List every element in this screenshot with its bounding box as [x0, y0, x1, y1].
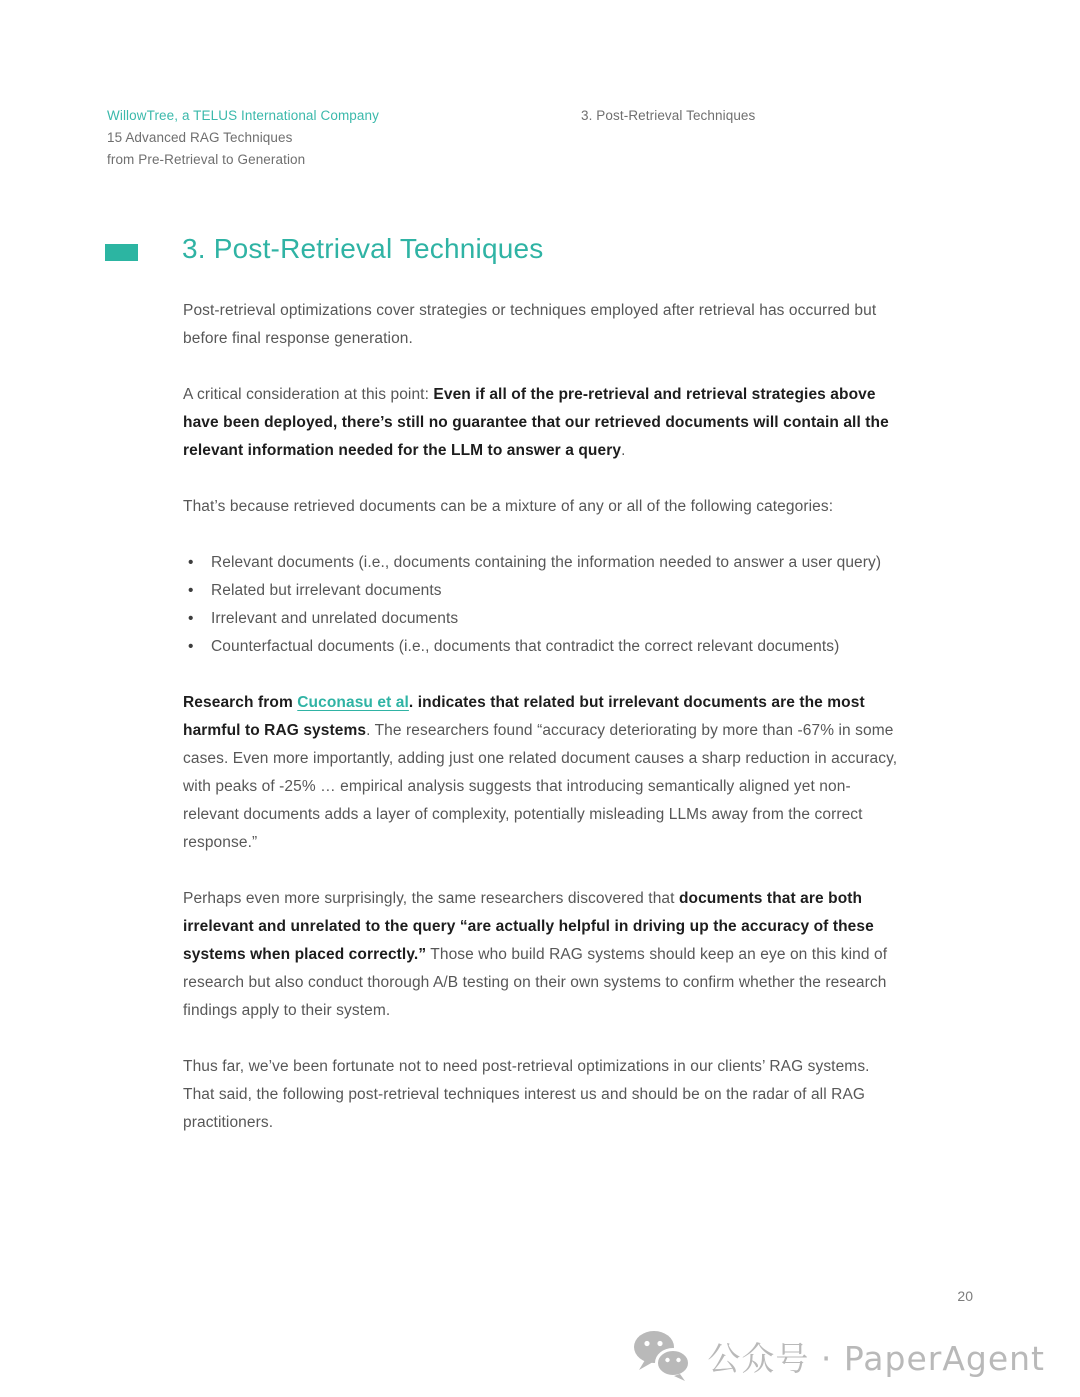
paragraph	[183, 297, 900, 353]
header-left	[107, 105, 379, 171]
text-run: Research from	[183, 694, 298, 711]
paragraph	[183, 1053, 900, 1137]
paragraph	[183, 689, 900, 857]
text-run: .	[621, 442, 626, 459]
bullet-marker: •	[188, 610, 194, 627]
doc-title-line-1: 15 Advanced RAG Techniques	[107, 130, 293, 145]
bullet-marker: •	[188, 638, 194, 655]
paragraph	[183, 381, 900, 465]
text-run: documents that are both irrelevant and unrelated to the query “are actually helpful in driving up the accuracy of these systems when placed correctly.”	[183, 890, 874, 963]
text-run: Counterfactual documents (i.e., documents that contradict the correct relevant documents)	[211, 638, 840, 655]
text-run: That’s because retrieved documents can be a mixture of any or all of the following categories:	[183, 498, 834, 515]
doc-title-line-2: from Pre-Retrieval to Generation	[107, 152, 306, 167]
text-run: Post-retrieval optimizations cover strategies or techniques employed after retrieval has occurred but before final response generation.	[183, 302, 877, 347]
bullet-marker: •	[188, 582, 194, 599]
text-run: Thus far, we’ve been fortunate not to need post-retrieval optimizations in our clients’ RAG systems. That said, the following post-retrieval techniques interest us and should be on the radar of all RAG practitioners.	[183, 1058, 870, 1131]
bullet-text	[211, 549, 900, 577]
bullet-text	[211, 633, 900, 661]
page-number: 20	[957, 1288, 973, 1304]
citation-link[interactable]: Cuconasu et al	[297, 694, 409, 711]
text-run: . The researchers found “accuracy deteriorating by more than -67% in some cases. Even more importantly, adding just one related document causes a sharp reduction in accuracy, with peaks of -25% … empirical analysis suggests that introducing semantically aligned yet non-relevant documents adds a layer of complexity, potentially misleading LLMs away from the correct response.”	[183, 722, 898, 851]
bullet-item	[183, 605, 900, 633]
bullet-text	[211, 605, 900, 633]
watermark-label: 公众号 · PaperAgent	[707, 1338, 1045, 1378]
brand-name: WillowTree, a TELUS International Company	[107, 108, 379, 123]
text-run: . indicates that related but irrelevant documents are the most harmful to RAG systems	[183, 694, 865, 739]
header-section-label: 3. Post-Retrieval Techniques	[581, 108, 756, 123]
paragraph	[183, 493, 900, 521]
paragraph	[183, 885, 900, 1025]
text-run: Related but irrelevant documents	[211, 582, 442, 599]
bullet-item	[183, 577, 900, 605]
bullet-list	[183, 549, 900, 661]
bullet-item	[183, 633, 900, 661]
text-run: Perhaps even more surprisingly, the same researchers discovered that	[183, 890, 679, 907]
section-marker-bar	[105, 244, 138, 261]
section-title: 3. Post-Retrieval Techniques	[182, 233, 544, 264]
text-run: Even if all of the pre-retrieval and retrieval strategies above have been deployed, there’s still no guarantee that our retrieved documents will contain all the relevant information needed for the LLM to answer a query	[183, 386, 889, 459]
text-run: Those who build RAG systems should keep an eye on this kind of research but also conduct thorough A/B testing on their own systems to confirm whether the research findings apply to their system.	[183, 946, 888, 1019]
watermark	[633, 1330, 1045, 1382]
text-run: Irrelevant and unrelated documents	[211, 610, 459, 627]
text-run: A critical consideration at this point:	[183, 386, 434, 403]
text-run: Relevant documents (i.e., documents containing the information needed to answer a user query)	[211, 554, 882, 571]
bullet-item	[183, 549, 900, 577]
wechat-icon	[633, 1330, 691, 1382]
bullet-text	[211, 577, 900, 605]
bullet-marker: •	[188, 554, 194, 571]
content	[183, 297, 900, 1165]
